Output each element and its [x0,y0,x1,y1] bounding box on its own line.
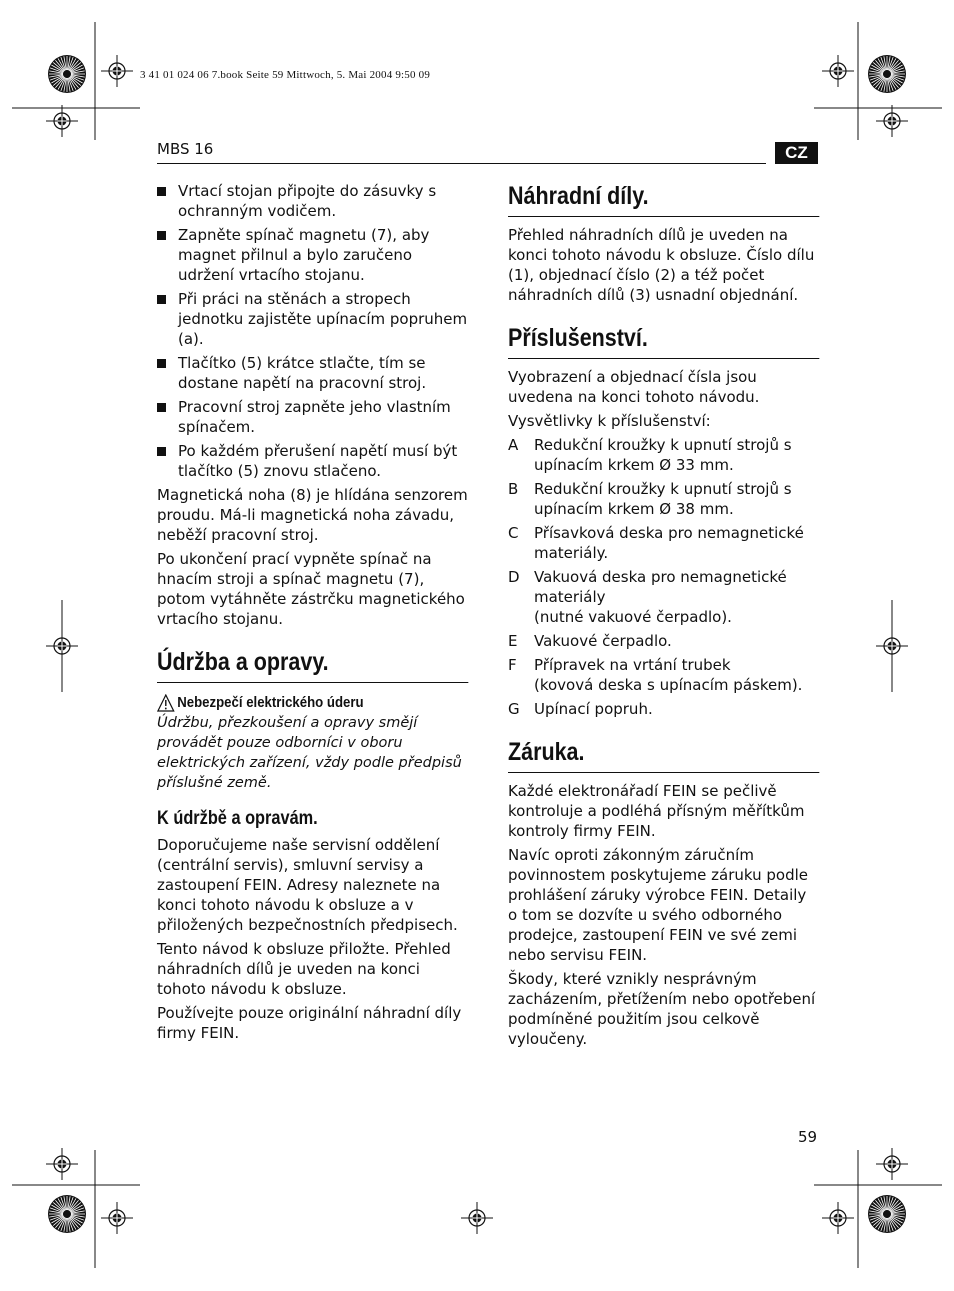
bullet-icon [157,403,166,412]
accessories-heading: Příslušenství. [508,323,819,359]
list-item: Tlačítko (5) krátce stlačte, tím se dostane napětí na pracovní stroj. [157,353,469,393]
header-rule [157,163,766,164]
bullet-icon [157,231,166,240]
registration-mark-icon [822,55,854,87]
spare-parts-heading: Náhradní díly. [508,181,819,217]
language-badge: CZ [775,142,818,164]
registration-mark-icon [46,1148,78,1180]
list-item: A Redukční kroužky k upnutí strojů s upínacím krkem Ø 33 mm. [508,436,792,474]
warranty-paragraph-1: Každé elektronářadí FEIN se pečlivě kontroluje a podléhá přísným měřítkům kontroly firmy FEIN. [508,782,805,840]
warning-icon [157,694,175,712]
list-item: Zapněte spínač magnetu (7), aby magnet přilnul a bylo zaručeno udržení vrtacího stojanu. [157,225,469,285]
list-item: G Upínací popruh. [508,700,653,718]
star-target-icon [868,1195,906,1233]
registration-mark-icon [461,1202,493,1234]
spare-parts-text: Přehled náhradních dílů je uveden na konci tohoto návodu k obsluze. Číslo dílu (1), objednací číslo (2) a též počet náhradních dílů (3) usnadní objednání. [508,226,815,304]
left-column [157,181,469,1047]
accessories-list [508,435,820,719]
service-paragraph: Doporučujeme naše servisní oddělení (centrální servis), smluvní servisy a zastoupení FEIN. Adresy naleznete na konci tohoto návodu k obsluze a v přiložených bezpečnostních předpisech. [157,836,458,934]
list-item: Vrtací stojan připojte do zásuvky s ochranným vodičem. [157,181,469,221]
star-target-icon [48,1195,86,1233]
list-item: C Přísavková deska pro nemagnetické materiály. [508,524,804,562]
bullet-icon [157,447,166,456]
maintenance-subheading: K údržbě a opravám. [157,808,318,829]
instruction-list [157,181,469,481]
registration-mark-icon [101,1202,133,1234]
bullet-icon [157,187,166,196]
list-item: Po každém přerušení napětí musí být tlačítko (5) znovu stlačeno. [157,441,469,481]
registration-mark-icon [101,55,133,87]
page-number: 59 [798,1128,818,1146]
accessories-text: Vyobrazení a objednací čísla jsou uvedena na konci tohoto návodu. [508,368,760,406]
warranty-paragraph-3: Škody, které vznikly nesprávným zacházením, přetížením nebo opotřebení podmíněné použitím jsou celkově vyloučeny. [508,970,816,1048]
list-item: D Vakuová deska pro nemagnetické materiály (nutné vakuové čerpadlo). [508,568,787,626]
registration-mark-icon [46,630,78,662]
accessories-legend: Vysvětlivky k příslušenství: [508,412,711,430]
warning-heading: Nebezpečí elektrického úderu [157,693,470,713]
warning-text: Údržbu, přezkoušení a opravy smějí provádět pouze odborníci v oboru elektrických zařízení, vždy podle předpisů příslušné země. [157,715,462,791]
registration-mark-icon [876,105,908,137]
manual-paragraph: Tento návod k obsluze přiložte. Přehled náhradních dílů je uveden na konci tohoto návodu k obsluze. [157,940,451,998]
list-item: Pracovní stroj zapněte jeho vlastním spínačem. [157,397,469,437]
registration-mark-icon [876,630,908,662]
registration-mark-icon [46,105,78,137]
right-column [508,181,820,1053]
bullet-icon [157,295,166,304]
shutdown-paragraph: Po ukončení prací vypněte spínač na hnacím stroji a spínač magnetu (7), potom vytáhněte zástrčku magnetického vrtacího stojanu. [157,550,465,628]
star-target-icon [868,55,906,93]
list-item: E Vakuové čerpadlo. [508,632,672,650]
parts-paragraph: Používejte pouze originální náhradní díly firmy FEIN. [157,1004,462,1042]
file-info-line: 3 41 01 024 06 7.book Seite 59 Mittwoch, 5. Mai 2004 9:50 09 [140,69,431,81]
list-item: F Přípravek na vrtání trubek (kovová deska s upínacím páskem). [508,656,803,694]
sensor-paragraph: Magnetická noha (8) je hlídána senzorem proudu. Má-li magnetická noha závadu, neběží pracovní stroj. [157,486,468,544]
model-name: MBS 16 [157,140,214,158]
registration-mark-icon [822,1202,854,1234]
warranty-paragraph-2: Navíc oproti zákonným záručním povinnostem poskytujeme záruku podle prohlášení záruky výrobce FEIN. Detaily o tom se dozvíte u svého odborného prodejce, zastoupení FEIN ve své zemi nebo servisu FEIN. [508,846,809,964]
list-item: B Redukční kroužky k upnutí strojů s upínacím krkem Ø 38 mm. [508,480,792,518]
bullet-icon [157,359,166,368]
warranty-heading: Záruka. [508,737,819,773]
list-item: Při práci na stěnách a stropech jednotku zajistěte upínacím popruhem (a). [157,289,469,349]
star-target-icon [48,55,86,93]
registration-mark-icon [876,1148,908,1180]
maintenance-heading: Údržba a opravy. [157,647,468,683]
